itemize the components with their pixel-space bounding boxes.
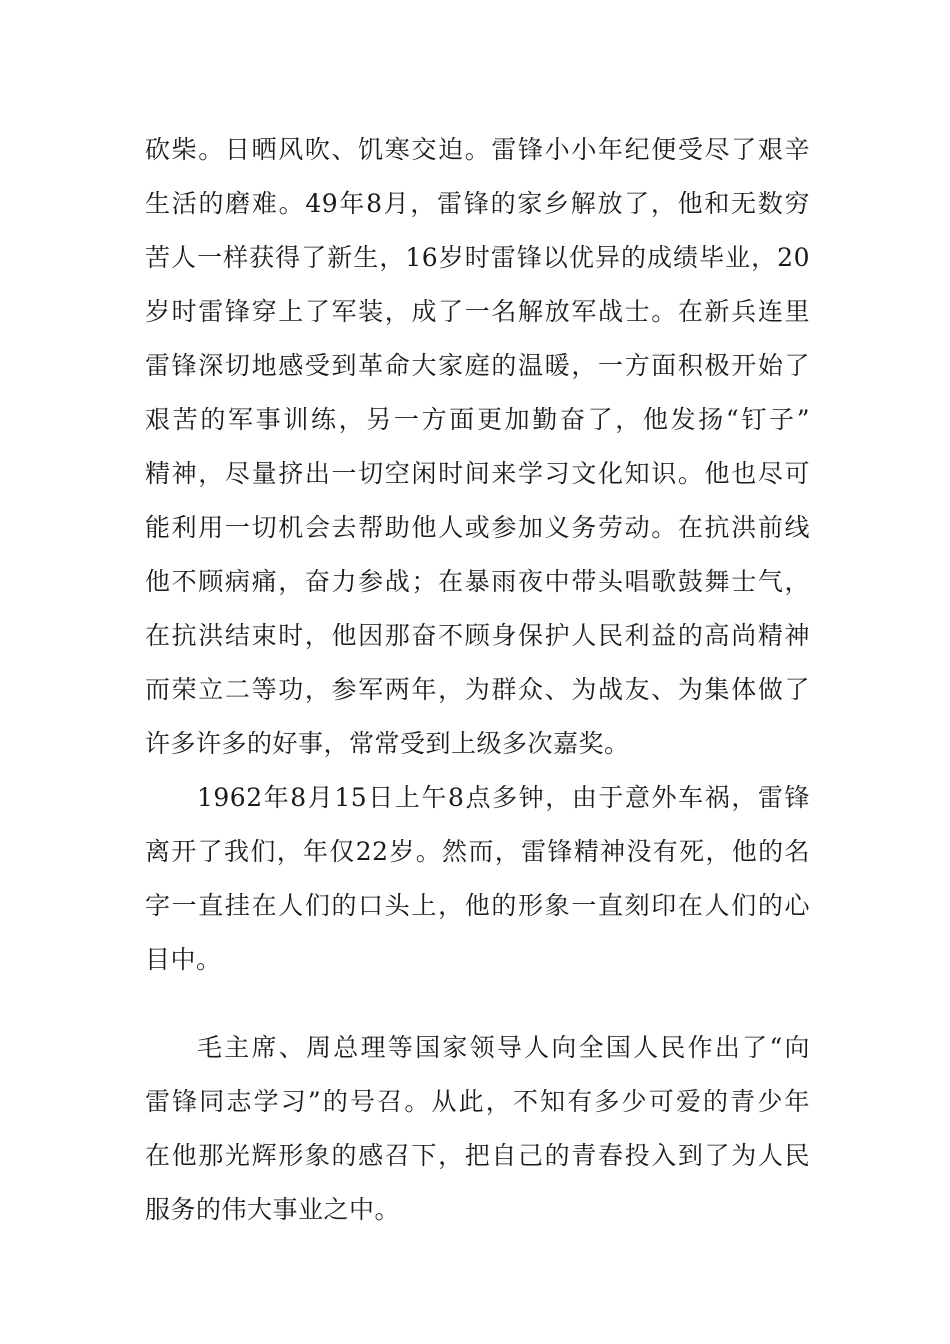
text-line: 目中。 bbox=[145, 945, 222, 974]
text-line: 在抗洪结束时，他因那奋不顾身保护人民利益的高尚精神 bbox=[145, 621, 810, 650]
text-line: 苦人一样获得了新生，16岁时雷锋以优异的成绩毕业，20 bbox=[145, 243, 810, 272]
text-line: 许多许多的好事，常常受到上级多次嘉奖。 bbox=[145, 729, 630, 758]
text-line: 砍柴。日晒风吹、饥寒交迫。雷锋小小年纪便受尽了艰辛 bbox=[145, 135, 810, 164]
text-line: 生活的磨难。49年8月，雷锋的家乡解放了，他和无数穷 bbox=[145, 189, 810, 218]
text-line: 艰苦的军事训练，另一方面更加勤奋了，他发扬“钉子” bbox=[145, 405, 810, 434]
text-line: 字一直挂在人们的口头上，他的形象一直刻印在人们的心 bbox=[145, 891, 810, 920]
text-line: 精神，尽量挤出一切空闲时间来学习文化知识。他也尽可 bbox=[145, 459, 810, 488]
paragraph-learn-from-lei-feng bbox=[145, 1021, 810, 1237]
text-line: 雷锋同志学习”的号召。从此，不知有多少可爱的青少年 bbox=[145, 1087, 810, 1116]
paragraph-lei-feng-life bbox=[145, 123, 810, 771]
text-line: 1962年8月15日上午8点多钟，由于意外车祸，雷锋 bbox=[197, 783, 810, 812]
text-line: 能利用一切机会去帮助他人或参加义务劳动。在抗洪前线 bbox=[145, 513, 810, 542]
text-line: 岁时雷锋穿上了军装，成了一名解放军战士。在新兵连里 bbox=[145, 297, 810, 326]
text-line: 他不顾病痛，奋力参战；在暴雨夜中带头唱歌鼓舞士气， bbox=[145, 567, 810, 596]
text-line: 服务的伟大事业之中。 bbox=[145, 1195, 401, 1224]
text-line: 在他那光辉形象的感召下，把自己的青春投入到了为人民 bbox=[145, 1141, 810, 1170]
paragraph-lei-feng-death bbox=[145, 771, 810, 987]
text-line: 雷锋深切地感受到革命大家庭的温暖，一方面积极开始了 bbox=[145, 351, 810, 380]
text-line: 毛主席、周总理等国家领导人向全国人民作出了“向 bbox=[197, 1033, 810, 1062]
text-line: 而荣立二等功，参军两年，为群众、为战友、为集体做了 bbox=[145, 675, 810, 704]
text-line: 离开了我们，年仅22岁。然而，雷锋精神没有死，他的名 bbox=[145, 837, 810, 866]
